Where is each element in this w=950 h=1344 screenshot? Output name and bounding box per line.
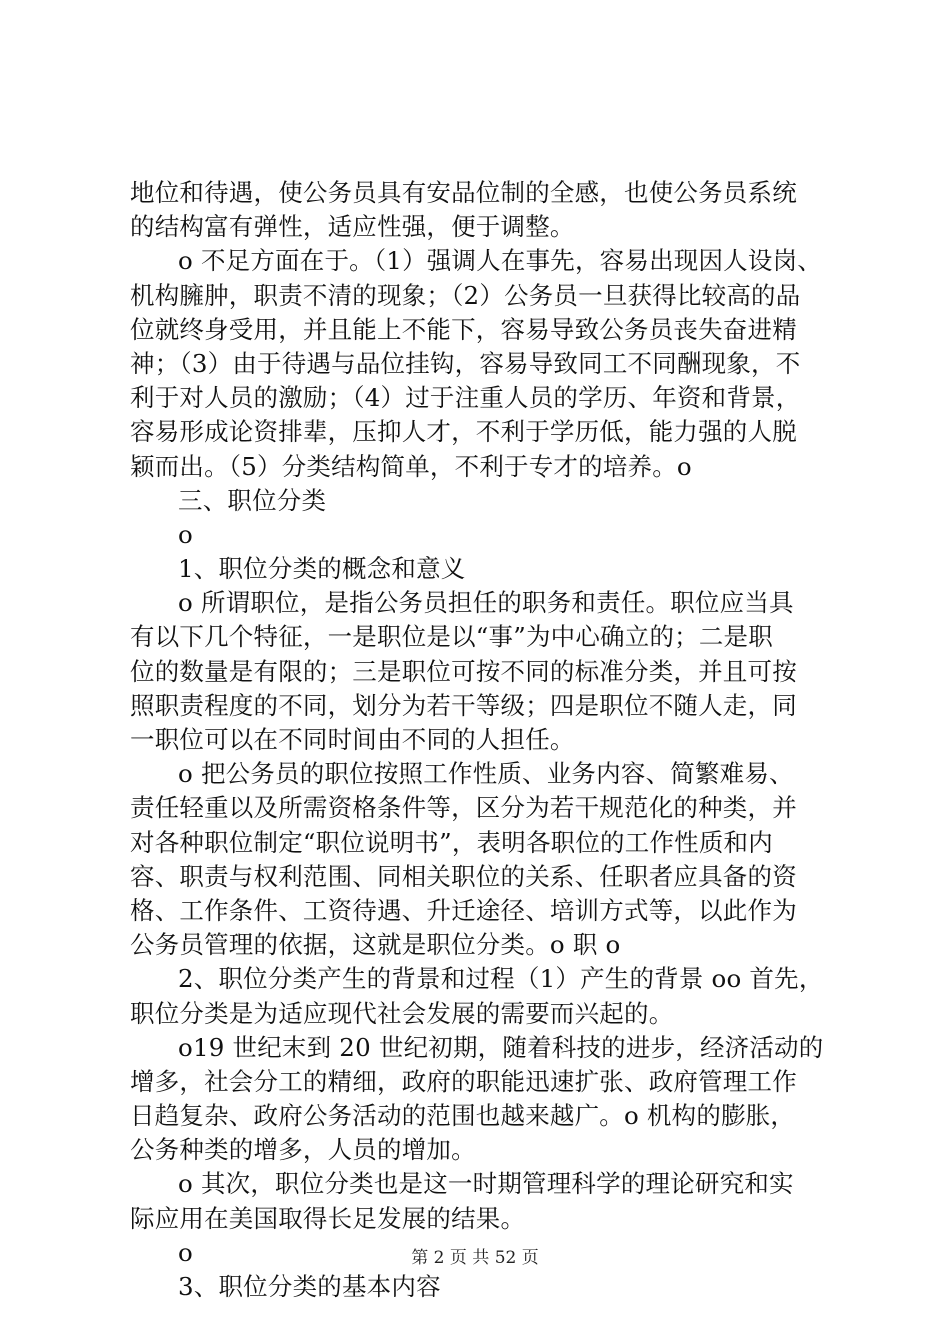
text-line: 地位和待遇，使公务员具有安品位制的全感，也使公务员系统 <box>130 178 797 207</box>
text-line: 容易形成论资排辈，压抑人才，不利于学历低，能力强的人脱 <box>130 417 797 447</box>
text-line: 2、职位分类产生的背景和过程（1）产生的背景 oo 首先， <box>178 964 824 994</box>
text-line: 容、职责与权利范围、同相关职位的关系、任职者应具备的资 <box>130 861 797 891</box>
text-line: 机构臃肿，职责不清的现象；（2）公务员一旦获得比较高的品 <box>130 280 801 310</box>
text-line: o 把公务员的职位按照工作性质、业务内容、简繁难易、 <box>178 759 794 789</box>
text-line: 三、职位分类 <box>178 485 327 515</box>
text-line: 的结构富有弹性，适应性强，便于调整。 <box>130 212 575 242</box>
text-line: 格、工作条件、工资待遇、升迁途径、培训方式等，以此作为 <box>130 895 797 925</box>
text-line: 对各种职位制定“职位说明书”，表明各职位的工作性质和内 <box>130 827 773 857</box>
text-line: 一职位可以在不同时间由不同的人担任。 <box>130 725 575 754</box>
text-line: 日趋复杂、政府公务活动的范围也越来越广。o 机构的膨胀， <box>130 1101 796 1131</box>
text-line: 际应用在美国取得长足发展的结果。 <box>130 1203 526 1233</box>
text-line: o 所谓职位，是指公务员担任的职务和责任。职位应当具 <box>178 588 794 618</box>
text-line: 利于对人员的激励；（4）过于注重人员的学历、年资和背景， <box>130 383 801 413</box>
page-footer: 第 2 页 共 52 页 <box>411 1248 539 1268</box>
text-line: 位就终身受用，并且能上不能下，容易导致公务员丧失奋进精 <box>130 314 797 344</box>
text-line: 3、职位分类的基本内容 <box>178 1272 441 1301</box>
text-line: 1、职位分类的概念和意义 <box>178 554 466 584</box>
text-line: 颖而出。（5）分类结构简单，不利于专才的培养。o <box>130 451 692 481</box>
text-line: 神；（3）由于待遇与品位挂钩，容易导致同工不同酬现象，不 <box>130 348 801 378</box>
document-body <box>130 176 830 1304</box>
text-line: 责任轻重以及所需资格条件等，区分为若干规范化的种类，并 <box>130 793 797 823</box>
text-line: 位的数量是有限的；三是职位可按不同的标准分类，并且可按 <box>130 656 797 686</box>
text-line: 公务员管理的依据，这就是职位分类。o 职 o <box>130 930 621 960</box>
text-line: 照职责程度的不同，划分为若干等级；四是职位不随人走，同 <box>130 690 797 720</box>
text-line: o <box>178 519 193 549</box>
text-line: o 不足方面在于。（1）强调人在事先，容易出现因人设岗、 <box>178 246 822 276</box>
text-line: 公务种类的增多，人员的增加。 <box>130 1135 476 1165</box>
text-line: o 其次，职位分类也是这一时期管理科学的理论研究和实 <box>178 1169 794 1199</box>
text-line: 职位分类是为适应现代社会发展的需要而兴起的。 <box>130 998 674 1028</box>
text-line: 增多，社会分工的精细，政府的职能迅速扩张、政府管理工作 <box>130 1066 797 1096</box>
text-line: 有以下几个特征，一是职位是以“事”为中心确立的；二是职 <box>130 622 773 652</box>
text-line: o <box>178 1237 193 1267</box>
text-line: o19 世纪末到 20 世纪初期，随着科技的进步，经济活动的 <box>178 1032 824 1062</box>
